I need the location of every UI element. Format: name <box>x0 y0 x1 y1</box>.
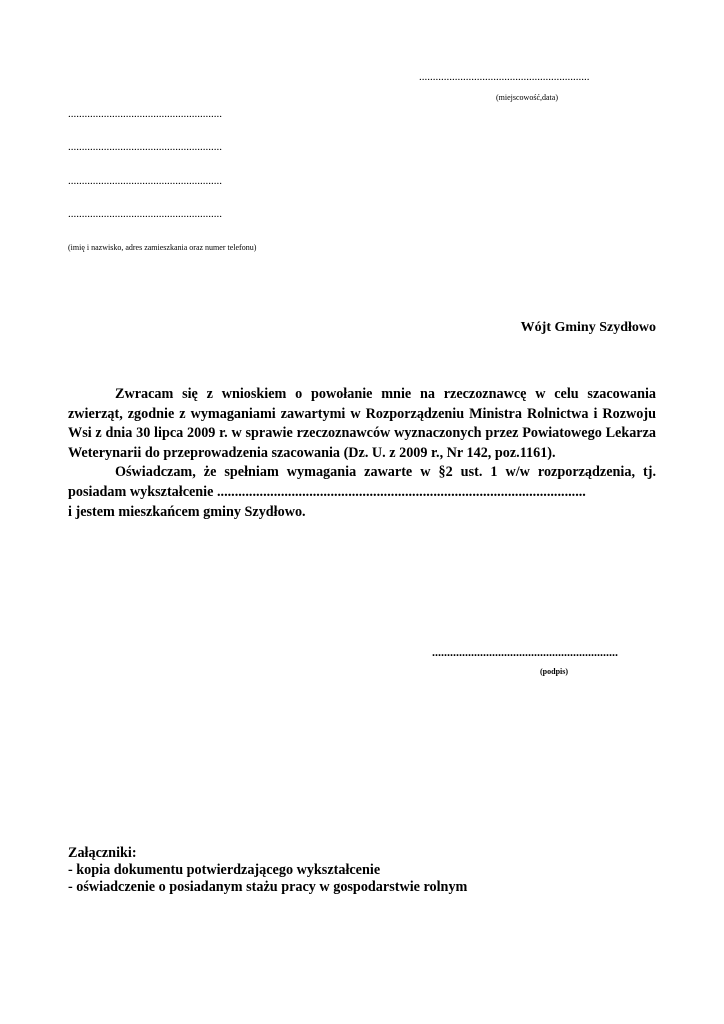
applicant-caption: (imię i nazwisko, adres zamieszkania oraz numer telefonu) <box>68 243 257 252</box>
declaration-paragraph: Oświadczam, że spełniam wymagania zawarte w §2 ust. 1 w/w rozporządzenia, tj. posiadam wykształcenie ........................................................................................................ <box>68 464 656 500</box>
attachments-heading: Załączniki: <box>68 845 137 861</box>
letter-body <box>68 385 656 522</box>
applicant-line-1: ........................................................ <box>68 108 222 120</box>
place-date-line: .............................................................. <box>419 71 590 83</box>
signature-caption: (podpis) <box>540 667 569 676</box>
attachment-item: - oświadczenie o posiadanym stażu pracy w gospodarstwie rolnym <box>68 879 468 895</box>
applicant-line-2: ........................................................ <box>68 141 222 153</box>
request-paragraph: Zwracam się z wnioskiem o powołanie mnie na rzeczoznawcę w celu szacowania zwierząt, zgodnie z wymaganiami zawartymi w Rozporządzeniu Ministra Rolnictwa i Rozwoju Wsi z dnia 30 lipca 2009 r. w sprawie rzeczoznawców wyznaczonych przez Powiatowego Lekarza Weterynarii do przeprowadzenia szacowania (Dz. U. z 2009 r., Nr 142, poz.1161). <box>68 386 656 461</box>
place-date-caption: (miejscowość,data) <box>496 93 558 102</box>
addressee: Wójt Gminy Szydłowo <box>520 320 656 335</box>
residence-statement: i jestem mieszkańcem gminy Szydłowo. <box>68 503 306 520</box>
attachments-section <box>68 845 467 896</box>
applicant-line-4: ........................................................ <box>68 208 222 220</box>
signature-line: .............................................................. <box>432 645 618 659</box>
attachment-item: - kopia dokumentu potwierdzającego wykształcenie <box>68 862 381 878</box>
applicant-line-3: ........................................................ <box>68 175 222 187</box>
